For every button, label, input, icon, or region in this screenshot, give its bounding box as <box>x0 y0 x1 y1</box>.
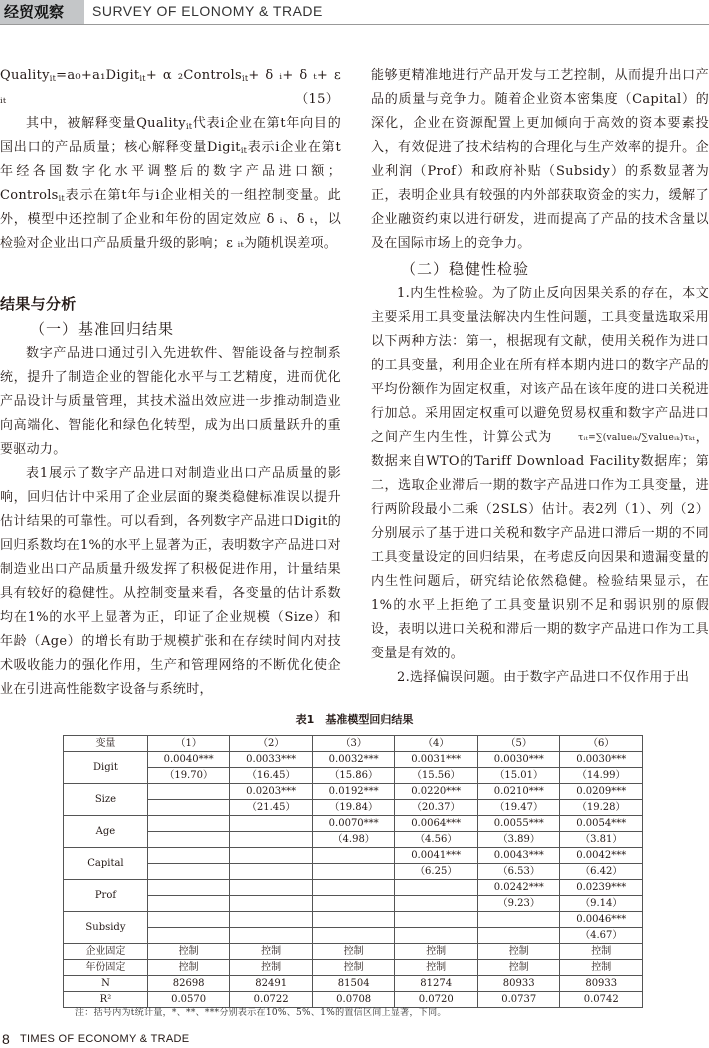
header-cell: （3） <box>312 736 395 752</box>
tstat-cell: （4.56） <box>395 832 478 848</box>
tstat-cell <box>147 800 230 816</box>
summary-cell: 控制 <box>560 960 643 976</box>
coef-cell: 0.0209*** <box>560 784 643 800</box>
table-title: 表1 基准模型回归结果 <box>295 713 414 726</box>
coef-row <box>64 848 643 864</box>
tstat-cell: （19.47） <box>477 800 560 816</box>
summary-cell: 控制 <box>312 944 395 960</box>
left-column <box>0 64 341 702</box>
paragraph-table1-discussion: 表1展示了数字产品进口对制造业出口产品质量的影响，回归估计中采用了企业层面的聚类稳健标准误以提升估计结果的可靠性。可以看到，各列数字产品进口Digit的回归系数均在1%的水平上显著为正，表明数字产品进口对制造业出口产品质量升级发挥了积极促进作用，计量结果具有较好的稳健性。从控制变量来看，各变量的估计系数均在1%的水平上显著为正，印证了企业规模（Size）和年龄（Age）的增长有助于规模扩张和在存续时间内对技术吸收能力的强化作用，生产和管理网络的不断优化使企业在引进高性能数字设备与系统时， <box>0 466 341 697</box>
coef-cell: 0.0042*** <box>560 848 643 864</box>
tariff-formula: τᵢₜ=∑(valueᵢₖ/∑valueᵢₖ)τₖₜ <box>578 432 696 443</box>
tstat-cell <box>147 864 230 880</box>
tstat-cell: （9.14） <box>560 896 643 912</box>
coef-cell: 0.0070*** <box>312 816 395 832</box>
tstat-row <box>64 896 643 912</box>
coef-cell <box>230 880 313 896</box>
summary-cell: 0.0708 <box>312 992 395 1008</box>
summary-cell: 82698 <box>147 976 230 992</box>
summary-cell: 82491 <box>230 976 313 992</box>
tstat-cell: （9.23） <box>477 896 560 912</box>
header-cell: （2） <box>230 736 313 752</box>
tstat-cell: （4.98） <box>312 832 395 848</box>
coef-cell: 0.0030*** <box>477 752 560 768</box>
summary-cell: 0.0742 <box>560 992 643 1008</box>
summary-cell: 控制 <box>312 960 395 976</box>
tstat-row <box>64 928 643 944</box>
tstat-cell: （16.45） <box>230 768 313 784</box>
summary-cell: R² <box>64 992 148 1008</box>
coef-cell: 0.0242*** <box>477 880 560 896</box>
equation-number: （15） <box>295 92 339 107</box>
coef-cell: 0.0220*** <box>395 784 478 800</box>
tstat-cell: （21.45） <box>230 800 313 816</box>
variable-name: Subsidy <box>64 912 148 944</box>
tstat-cell: （6.53） <box>477 864 560 880</box>
header-cell: （6） <box>560 736 643 752</box>
variable-name: Prof <box>64 880 148 912</box>
tstat-cell <box>230 864 313 880</box>
summary-cell: 控制 <box>395 960 478 976</box>
right-column <box>371 64 709 690</box>
footer-journal: TIMES OF ECONOMY & TRADE <box>20 1033 190 1045</box>
tstat-row <box>64 832 643 848</box>
page-number: 8 <box>2 1031 10 1047</box>
tstat-cell: （6.42） <box>560 864 643 880</box>
variable-name: Digit <box>64 752 148 784</box>
coef-cell <box>312 912 395 928</box>
tstat-cell <box>477 928 560 944</box>
coef-cell: 0.0031*** <box>395 752 478 768</box>
coef-cell <box>230 816 313 832</box>
coef-cell <box>312 880 395 896</box>
page-header <box>0 0 709 24</box>
coef-cell: 0.0054*** <box>560 816 643 832</box>
tstat-cell <box>230 928 313 944</box>
tstat-cell: （3.89） <box>477 832 560 848</box>
summary-cell: 0.0737 <box>477 992 560 1008</box>
tstat-cell <box>230 832 313 848</box>
variable-name: Capital <box>64 848 148 880</box>
tstat-cell: （20.37） <box>395 800 478 816</box>
coef-cell: 0.0046*** <box>560 912 643 928</box>
summary-cell: N <box>64 976 148 992</box>
summary-cell: 控制 <box>395 944 478 960</box>
tstat-cell <box>312 928 395 944</box>
paragraph-endogeneity: 1.内生性检验。为了防止反向因果关系的存在，本文主要采用工具变量法解决内生性问题，工具变量选取采用以下两种方法：第一，根据现有文献，使用关税作为进口的工具变量，利用企业在所有样本期内进口的数字产品的平均份额作为固定权重，对该产品在该年度的进口关税进行加总。采用固定权重可以避免贸易权重和数字产品进口之间产生内生性，计算公式为 τᵢₜ=∑(valueᵢₖ/∑valueᵢₖ)τₖₜ，数据来自WTO的Tariff Download Facility数据库；第二，选取企业滞后一期的数字产品进口作为工具变量，进行两阶段最小二乘（2SLS）估计。表2列（1）、列（2）分别展示了基于进口关税和数字产品进口滞后一期的不同工具变量设定的回归结果，在考虑反向因果和遗漏变量的内生性问题后，研究结论依然稳健。检验结果显示，在1%的水平上拒绝了工具变量识别不足和弱识别的原假设，表明以进口关税和滞后一期的数字产品进口作为工具变量是有效的。 <box>371 286 709 661</box>
variable-name: Age <box>64 816 148 848</box>
coef-cell <box>147 880 230 896</box>
summary-cell: 0.0722 <box>230 992 313 1008</box>
coef-cell: 0.0210*** <box>477 784 560 800</box>
summary-cell: 控制 <box>147 960 230 976</box>
paragraph-variables: 其中，被解释变量Quality$_{it}$代表i企业在第t年向目的国出口的产品质量；核心解释变量Digit$_{it}$表示i企业在第t年经各国数字化水平调整后的数字产品进口额；Controls$_{it}$表示在第t年与i企业相关的一组控制变量。此外，模型中还控制了企业和年份的固定效应 δ ᵢ、δ ₜ，以检验对企业出口产品质量升级的影响；ε ᵢₜ为随机误差项。 <box>0 116 341 251</box>
coef-cell <box>477 912 560 928</box>
coef-row <box>64 816 643 832</box>
tstat-cell <box>395 928 478 944</box>
summary-cell: 控制 <box>560 944 643 960</box>
tstat-cell <box>230 896 313 912</box>
subsection-heading-robustness: （二）稳健性检验 <box>401 260 530 278</box>
coef-cell <box>230 848 313 864</box>
coef-row <box>64 880 643 896</box>
subsection-heading-baseline: （一）基准回归结果 <box>30 320 175 338</box>
coef-row <box>64 784 643 800</box>
summary-cell: 80933 <box>477 976 560 992</box>
tstat-cell <box>312 864 395 880</box>
page-footer <box>0 1028 709 1048</box>
header-cell: （4） <box>395 736 478 752</box>
paragraph-digital-import: 数字产品进口通过引入先进软件、智能设备与控制系统，提升了制造企业的智能化水平与工艺精度，进而优化产品设计与质量管理，其技术溢出效应进一步推动制造业向高端化、智能化和绿色化转型，成为出口质量跃升的重要驱动力。 <box>0 346 341 457</box>
coef-cell: 0.0043*** <box>477 848 560 864</box>
coef-cell <box>395 912 478 928</box>
equation-15: Quality$_{it}$=a₀+a₁Digit$_{it}$+ α ₂Controls$_{it}$+ δ ᵢ+ δ ₜ+ ε ᵢₜ （15） <box>0 64 341 112</box>
tstat-cell <box>147 832 230 848</box>
coef-cell <box>147 816 230 832</box>
tstat-row <box>64 800 643 816</box>
summary-cell: 控制 <box>230 944 313 960</box>
summary-cell: 企业固定 <box>64 944 148 960</box>
summary-row <box>64 976 643 992</box>
coef-cell <box>395 880 478 896</box>
tstat-cell <box>312 896 395 912</box>
summary-cell: 控制 <box>230 960 313 976</box>
summary-cell: 控制 <box>477 960 560 976</box>
table-note: 注：括号内为t统计量，*、**、***分别表示在10%、5%、1%的置信区间上显著，下同。 <box>75 1008 447 1018</box>
tstat-cell: （14.99） <box>560 768 643 784</box>
journal-name: SURVEY OF ELONOMY & TRADE <box>92 3 323 19</box>
summary-cell: 控制 <box>477 944 560 960</box>
tstat-cell <box>147 928 230 944</box>
summary-cell: 81504 <box>312 976 395 992</box>
tstat-cell: （15.56） <box>395 768 478 784</box>
coef-cell <box>147 848 230 864</box>
summary-cell: 控制 <box>147 944 230 960</box>
coef-cell: 0.0055*** <box>477 816 560 832</box>
tstat-cell: （15.01） <box>477 768 560 784</box>
coef-cell <box>230 912 313 928</box>
summary-cell: 0.0570 <box>147 992 230 1008</box>
coef-cell: 0.0192*** <box>312 784 395 800</box>
coef-cell: 0.0033*** <box>230 752 313 768</box>
tstat-cell: （15.86） <box>312 768 395 784</box>
coef-cell <box>312 848 395 864</box>
tstat-cell: （19.84） <box>312 800 395 816</box>
tstat-row <box>64 768 643 784</box>
coef-row <box>64 912 643 928</box>
coef-row <box>64 752 643 768</box>
coef-cell: 0.0239*** <box>560 880 643 896</box>
paragraph-continued: 能够更精准地进行产品开发与工艺控制，从而提升出口产品的质量与竞争力。随着企业资本密集度（Capital）的深化，企业在资源配置上更加倾向于高效的资本要素投入，有效促进了技术结构的合理化与生产效率的提升。企业利润（Prof）和政府补贴（Subsidy）的系数显著为正，表明企业具有较强的内外部获取资金的实力，缓解了企业融资约束以进行研发，进而提高了产品的技术含量以及在国际市场上的竞争力。 <box>371 68 709 251</box>
coef-cell: 0.0032*** <box>312 752 395 768</box>
tstat-cell: （19.70） <box>147 768 230 784</box>
table-header-row <box>64 736 643 752</box>
coef-cell <box>147 784 230 800</box>
coef-cell: 0.0040*** <box>147 752 230 768</box>
variable-name: Size <box>64 784 148 816</box>
summary-cell: 0.0720 <box>395 992 478 1008</box>
summary-cell: 80933 <box>560 976 643 992</box>
tstat-cell: （4.67） <box>560 928 643 944</box>
summary-cell: 81274 <box>395 976 478 992</box>
coef-cell <box>147 912 230 928</box>
section-tag: 经贸观察 <box>0 0 84 24</box>
coef-cell: 0.0064*** <box>395 816 478 832</box>
header-cell: 变量 <box>64 736 148 752</box>
coef-cell: 0.0030*** <box>560 752 643 768</box>
tstat-cell <box>147 896 230 912</box>
summary-cell: 年份固定 <box>64 960 148 976</box>
regression-table <box>63 735 643 1008</box>
tstat-row <box>64 864 643 880</box>
section-heading: 结果与分析 <box>0 295 77 313</box>
header-rule <box>0 24 709 25</box>
tstat-cell: （3.81） <box>560 832 643 848</box>
summary-row <box>64 944 643 960</box>
summary-row <box>64 960 643 976</box>
tstat-cell: （6.25） <box>395 864 478 880</box>
paragraph-selection-bias: 2.选择偏误问题。由于数字产品进口不仅作用于出 <box>397 670 690 685</box>
header-cell: （5） <box>477 736 560 752</box>
tstat-cell <box>395 896 478 912</box>
tstat-cell: （19.28） <box>560 800 643 816</box>
header-cell: （1） <box>147 736 230 752</box>
coef-cell: 0.0041*** <box>395 848 478 864</box>
coef-cell: 0.0203*** <box>230 784 313 800</box>
